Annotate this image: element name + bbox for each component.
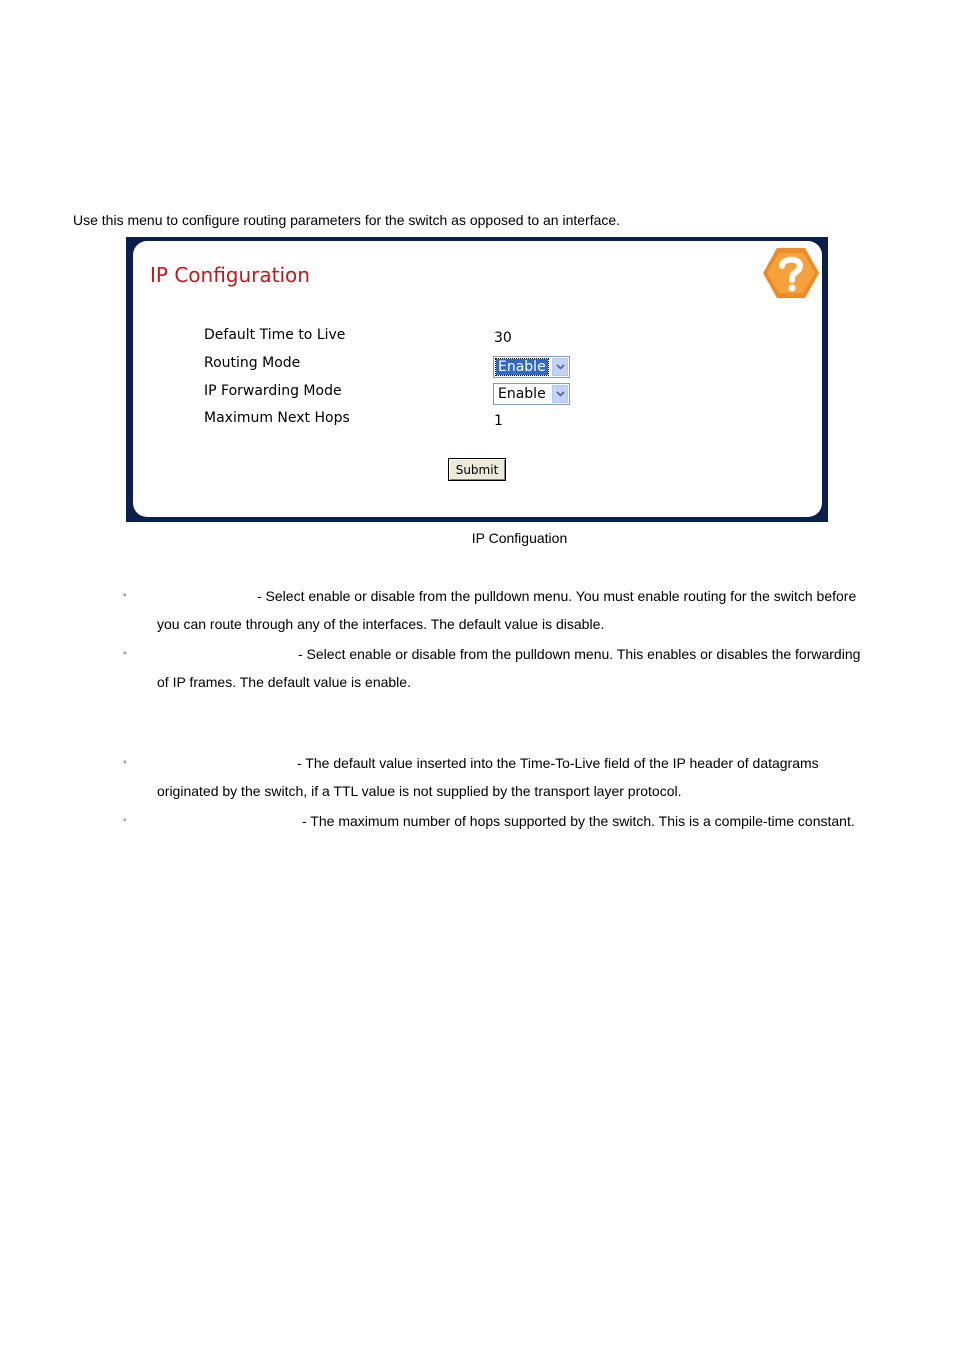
bullet-marker: ◦ <box>123 648 127 659</box>
chevron-down-icon[interactable] <box>552 385 568 403</box>
intro-text: Use this menu to configure routing parameters for the switch as opposed to an interface. <box>73 212 621 228</box>
routing-mode-select[interactable] <box>493 356 570 378</box>
max-next-hops-description: - The maximum number of hops supported by the switch. This is a compile-time constant. <box>302 813 855 829</box>
ip-forwarding-description: - Select enable or disable from the pulldown menu. This enables or disables the forwarding <box>298 646 861 662</box>
default-ttl-value: 30 <box>494 330 512 346</box>
default-ttl-description-cont: originated by the switch, if a TTL value is not supplied by the transport layer protocol. <box>157 783 682 799</box>
default-ttl-description: - The default value inserted into the Time-To-Live field of the IP header of datagrams <box>297 755 819 771</box>
routing-mode-description-cont: you can route through any of the interfaces. The default value is disable. <box>157 616 605 632</box>
bullet-marker: ◦ <box>123 590 127 601</box>
ip-configuration-panel <box>133 241 822 517</box>
submit-button[interactable]: Submit <box>448 458 506 481</box>
ip-forwarding-mode-select[interactable] <box>493 383 570 405</box>
routing-mode-label: Routing Mode <box>204 355 301 371</box>
chevron-down-icon[interactable] <box>552 358 568 376</box>
ip-forwarding-description-cont: of IP frames. The default value is enable. <box>157 674 411 690</box>
ip-configuration-screenshot <box>126 237 828 522</box>
ip-forwarding-mode-selected: Enable <box>498 386 546 402</box>
routing-mode-selected: Enable <box>498 359 546 375</box>
routing-mode-description: - Select enable or disable from the pulldown menu. You must enable routing for the switch before <box>257 588 857 604</box>
page-title: IP Configuration <box>150 263 310 287</box>
max-next-hops-value: 1 <box>494 413 503 429</box>
bullet-marker: ◦ <box>123 815 127 826</box>
max-next-hops-label: Maximum Next Hops <box>204 410 350 426</box>
bullet-marker: ◦ <box>123 757 127 768</box>
default-ttl-label: Default Time to Live <box>204 327 346 343</box>
ip-forwarding-mode-label: IP Forwarding Mode <box>204 383 342 399</box>
help-icon[interactable] <box>762 246 820 300</box>
figure-caption: IP Configuation <box>471 530 568 546</box>
